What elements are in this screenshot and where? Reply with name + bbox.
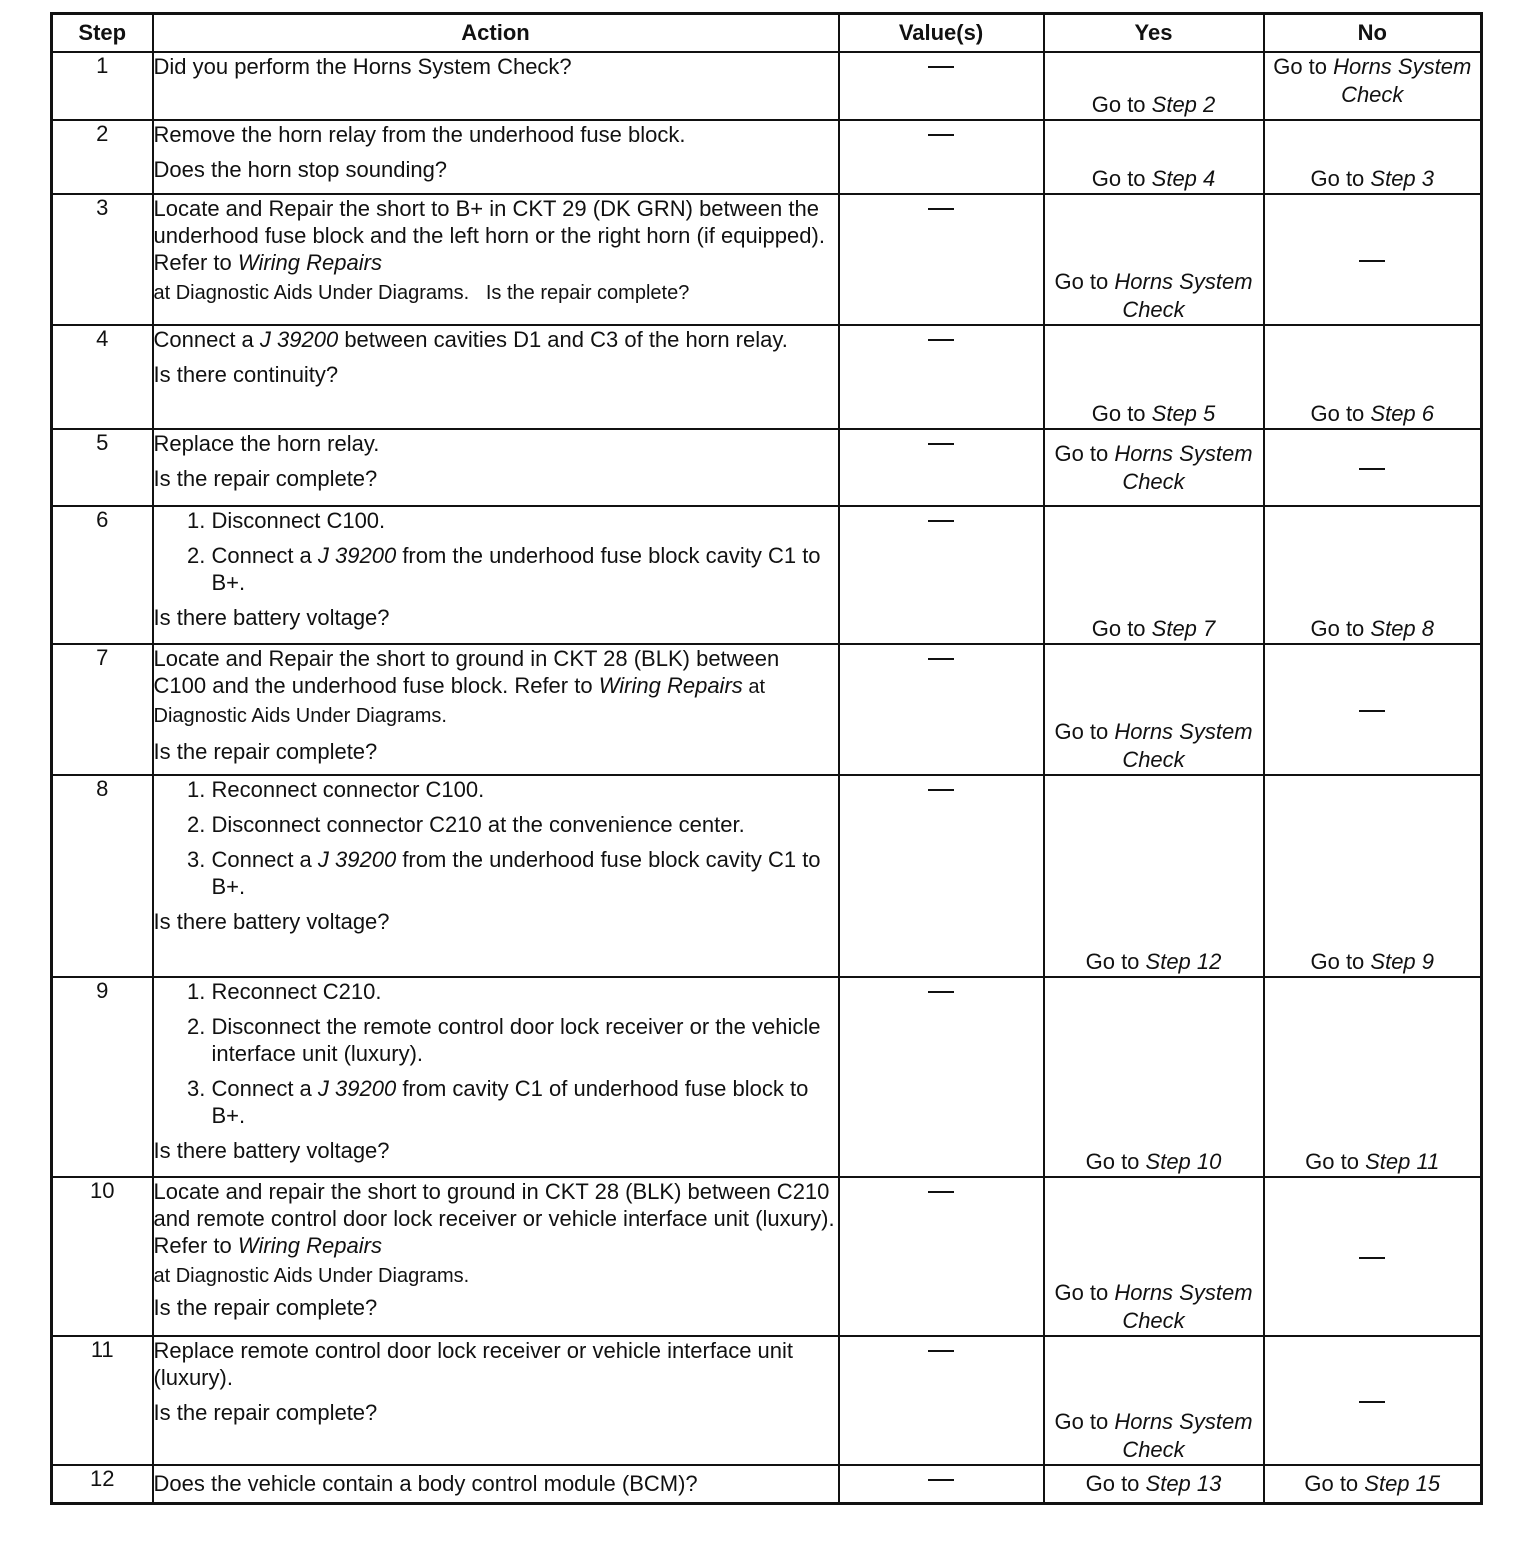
no-cell [1264,1465,1482,1503]
action-question: Is there battery voltage? [153,1138,390,1163]
tool-ref: J 39200 [259,327,339,352]
action-cell [153,1465,839,1503]
no-cell [1264,644,1482,775]
action-cell [153,1177,839,1336]
yes-cell [1044,644,1264,775]
yes-link[interactable]: Step 2 [1151,92,1216,117]
yes-link[interactable]: Step 4 [1151,166,1216,191]
dash-mark [1359,260,1385,262]
yes-link[interactable]: Step 7 [1151,616,1216,641]
no-prefix: Go to [1273,54,1334,79]
action-cell [153,429,839,506]
dash-mark [928,1350,954,1352]
header-step: Step [52,14,153,53]
action-question: Does the vehicle contain a body control module (BCM)? [153,1471,698,1496]
no-prefix: Go to [1310,166,1371,191]
table-row [52,1465,1482,1503]
yes-cell [1044,1465,1264,1503]
action-text: Did you perform the Horns System Check? [153,54,572,79]
dash-mark [928,789,954,791]
action-question: Is the repair complete? [485,282,690,304]
dash-mark [928,134,954,136]
yes-prefix: Go to [1091,401,1152,426]
action-cell [153,325,839,429]
table-row [52,52,1482,120]
action-question: Is there battery voltage? [153,909,390,934]
no-prefix: Go to [1304,1470,1365,1496]
value-cell [839,120,1044,194]
dash-mark [1359,1401,1385,1403]
table-row [52,194,1482,325]
no-link[interactable]: Step 6 [1370,401,1435,426]
header-row [52,14,1482,53]
no-cell [1264,1177,1482,1336]
substep-list [154,507,838,596]
step-number: 5 [52,429,153,506]
dash-mark [928,66,954,68]
action-cell [153,1336,839,1465]
no-cell [1264,194,1482,325]
no-prefix: Go to [1310,401,1371,426]
yes-prefix: Go to [1054,269,1115,294]
yes-cell [1044,194,1264,325]
yes-link[interactable]: Step 12 [1145,949,1222,974]
action-cell [153,506,839,644]
action-cell [153,120,839,194]
yes-prefix: Go to [1054,1280,1115,1305]
step-number: 2 [52,120,153,194]
header-action: Action [153,14,839,53]
yes-prefix: Go to [1085,949,1146,974]
action-question: Is the repair complete? [153,466,378,491]
value-cell [839,775,1044,977]
step-number: 1 [52,52,153,120]
step-number: 7 [52,644,153,775]
step-number: 6 [52,506,153,644]
table-row [52,1336,1482,1465]
yes-link[interactable]: Step 10 [1145,1149,1222,1174]
no-link[interactable]: Step 11 [1365,1149,1440,1174]
no-cell [1264,120,1482,194]
dash-mark [1359,468,1385,470]
yes-cell [1044,1177,1264,1336]
diagnostic-table [50,12,1483,1505]
action-text: at Diagnostic Aids Under Diagrams. Is the repair complete? [153,282,690,304]
action-question: Is the repair complete? [153,1295,378,1320]
action-cell [153,775,839,977]
table-row [52,644,1482,775]
action-text: Locate and Repair the short to ground in CKT 28 (BLK) between C100 and the underhood fuse block. Refer to Wiring Repairs at Diagnostic Aids Under Diagrams. [153,646,780,727]
header-yes: Yes [1044,14,1264,53]
step-number: 12 [52,1465,153,1503]
step-number: 10 [52,1177,153,1336]
action-question: Is the repair complete? [153,1400,378,1425]
yes-prefix: Go to [1085,1470,1146,1496]
yes-link[interactable]: Horns System Check [1114,1280,1253,1333]
table-row [52,429,1482,506]
action-cell [153,644,839,775]
action-text: Locate and Repair the short to B+ in CKT 29 (DK GRN) between the underhood fuse block and the left horn or the right horn (if equipped). Refer to Wiring Repairs [153,196,825,275]
yes-prefix: Go to [1054,1409,1115,1434]
tool-ref: J 39200 [317,543,397,568]
substep-list [154,978,838,1129]
no-cell [1264,429,1482,506]
value-cell [839,506,1044,644]
yes-cell [1044,120,1264,194]
action-text: Replace remote control door lock receiver or vehicle interface unit (luxury). [153,1338,794,1390]
action-question: Is the repair complete? [153,739,378,764]
no-link[interactable]: Step 9 [1370,949,1435,974]
no-link[interactable]: Step 8 [1370,616,1435,641]
substep: 1. Disconnect C100. [212,507,838,534]
table-row [52,1177,1482,1336]
table-row [52,325,1482,429]
yes-cell [1044,977,1264,1177]
substep: 2. Disconnect the remote control door lock receiver or the vehicle interface unit (luxury). [212,1013,838,1067]
no-prefix: Go to [1305,1149,1366,1174]
table-row [52,775,1482,977]
no-prefix: Go to [1310,616,1371,641]
yes-cell [1044,325,1264,429]
wiring-repairs-ref[interactable]: Wiring Repairs [237,1233,382,1258]
substep: 3. Connect a J 39200 from cavity C1 of underhood fuse block to B+. [212,1075,838,1129]
table-row [52,506,1482,644]
yes-cell [1044,52,1264,120]
action-question: Does the horn stop sounding? [153,157,448,182]
action-text: Locate and repair the short to ground in CKT 28 (BLK) between C210 and remote control door lock receiver or vehicle interface unit (luxury). Refer to Wiring Repairs [153,1179,835,1258]
no-cell [1264,1336,1482,1465]
yes-prefix: Go to [1091,166,1152,191]
action-cell [153,194,839,325]
dash-mark [928,339,954,341]
substep-list [154,776,838,900]
yes-prefix: Go to [1091,92,1152,117]
action-text: at Diagnostic Aids Under Diagrams. [153,1265,470,1287]
substep: 2. Connect a J 39200 from the underhood fuse block cavity C1 to B+. [212,542,838,596]
value-cell [839,977,1044,1177]
action-text: Connect a J 39200 between cavities D1 and C3 of the horn relay. [153,327,788,352]
yes-cell [1044,1336,1264,1465]
no-cell [1264,325,1482,429]
value-cell [839,194,1044,325]
step-number: 4 [52,325,153,429]
dash-mark [928,991,954,993]
yes-cell [1044,775,1264,977]
yes-prefix: Go to [1054,719,1115,744]
yes-link[interactable]: Horns System Check [1114,440,1253,494]
value-cell [839,1465,1044,1503]
step-number: 11 [52,1336,153,1465]
yes-prefix: Go to [1054,440,1115,466]
value-cell [839,644,1044,775]
step-number: 9 [52,977,153,1177]
yes-link[interactable]: Horns System Check [1114,719,1253,772]
no-cell [1264,977,1482,1177]
step-number: 8 [52,775,153,977]
no-cell [1264,52,1482,120]
dash-mark [1359,1257,1385,1259]
yes-cell [1044,429,1264,506]
yes-link[interactable]: Step 5 [1151,401,1216,426]
value-cell [839,1177,1044,1336]
header-no: No [1264,14,1482,53]
dash-mark [928,443,954,445]
action-cell [153,977,839,1177]
table-row [52,120,1482,194]
substep: 1. Reconnect connector C100. [212,776,838,803]
yes-link[interactable]: Horns System Check [1114,269,1253,322]
no-link[interactable]: Horns System Check [1333,54,1472,107]
value-cell [839,52,1044,120]
action-question: Is there battery voltage? [153,605,390,630]
header-values: Value(s) [839,14,1044,53]
yes-link[interactable]: Step 13 [1145,1470,1222,1496]
table-row [52,977,1482,1177]
no-link[interactable]: Step 15 [1364,1470,1441,1496]
no-cell [1264,775,1482,977]
value-cell [839,325,1044,429]
no-cell [1264,506,1482,644]
no-link[interactable]: Step 3 [1370,166,1435,191]
dash-mark [928,208,954,210]
dash-mark [928,658,954,660]
dash-mark [928,1479,954,1481]
wiring-repairs-ref[interactable]: Wiring Repairs [237,250,382,275]
dash-mark [1359,710,1385,712]
substep: 2. Disconnect connector C210 at the convenience center. [212,811,838,838]
yes-link[interactable]: Horns System Check [1114,1409,1253,1462]
value-cell [839,429,1044,506]
yes-prefix: Go to [1085,1149,1146,1174]
yes-cell [1044,506,1264,644]
value-cell [839,1336,1044,1465]
yes-prefix: Go to [1091,616,1152,641]
tool-ref: J 39200 [317,847,397,872]
action-question: Is there continuity? [153,362,339,387]
dash-mark [928,520,954,522]
dash-mark [928,1191,954,1193]
wiring-repairs-ref[interactable]: Wiring Repairs [598,673,743,698]
step-number: 3 [52,194,153,325]
action-text: Replace the horn relay. [153,431,380,456]
substep: 1. Reconnect C210. [212,978,838,1005]
tool-ref: J 39200 [317,1076,397,1101]
action-cell [153,52,839,120]
substep: 3. Connect a J 39200 from the underhood fuse block cavity C1 to B+. [212,846,838,900]
no-prefix: Go to [1310,949,1371,974]
action-text: Remove the horn relay from the underhood fuse block. [153,122,686,147]
